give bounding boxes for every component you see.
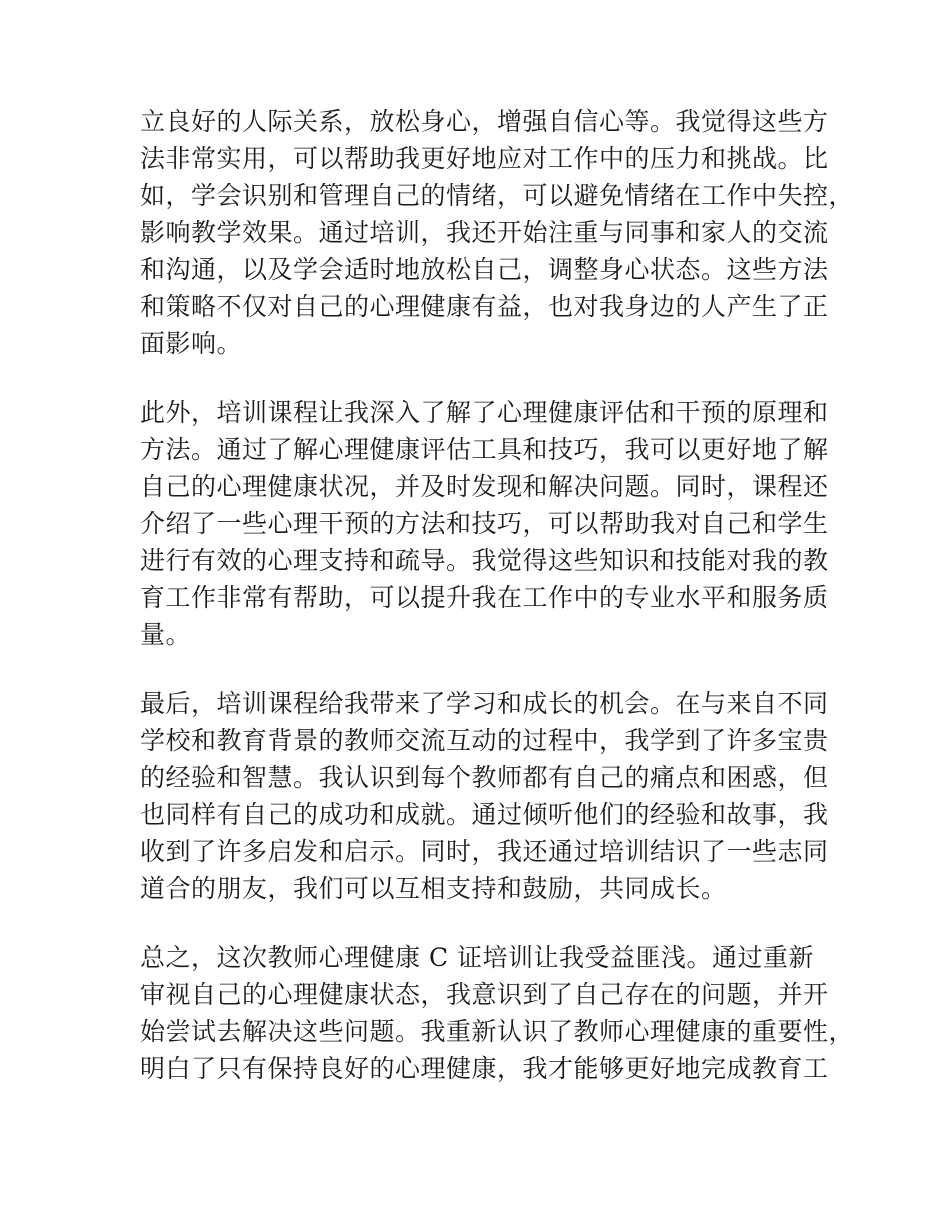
- text-line: 进行有效的心理支持和疏导。我觉得这些知识和技能对我的教: [140, 546, 829, 575]
- text-line: 收到了许多启发和启示。同时，我还通过培训结识了一些志同: [140, 837, 829, 866]
- text-line: 介绍了一些心理干预的方法和技巧，可以帮助我对自己和学生: [140, 509, 829, 538]
- text-line: 量。: [140, 620, 192, 649]
- text-line: 审视自己的心理健康状态，我意识到了自己存在的问题，并开: [140, 980, 829, 1009]
- document-body: [140, 103, 855, 1119]
- text-line: 的经验和智慧。我认识到每个教师都有自己的痛点和困惑，但: [140, 763, 829, 792]
- text-line: 自己的心理健康状况，并及时发现和解决问题。同时，课程还: [140, 472, 829, 501]
- text-line: 影响教学效果。通过培训，我还开始注重与同事和家人的交流: [140, 218, 829, 247]
- text-line: 面影响。: [140, 329, 243, 358]
- text-line: 道合的朋友，我们可以互相支持和鼓励，共同成长。: [140, 874, 727, 903]
- text-line: 此外，培训课程让我深入了解了心理健康评估和干预的原理和: [140, 398, 829, 427]
- paragraph-1: [140, 103, 855, 362]
- text-line: 育工作非常有帮助，可以提升我在工作中的专业水平和服务质: [140, 583, 829, 612]
- text-line: 立良好的人际关系，放松身心，增强自信心等。我觉得这些方: [140, 107, 829, 136]
- paragraph-3: [140, 685, 830, 907]
- text-line: 如，学会识别和管理自己的情绪，可以避免情绪在工作中失控，: [140, 181, 855, 210]
- text-line: 和沟通，以及学会适时地放松自己，调整身心状态。这些方法: [140, 255, 829, 284]
- paragraph-2: [140, 394, 830, 653]
- text-line: 和策略不仅对自己的心理健康有益，也对我身边的人产生了正: [140, 292, 829, 321]
- text-line: 明白了只有保持良好的心理健康，我才能够更好地完成教育工: [140, 1054, 829, 1083]
- text-line: 学校和教育背景的教师交流互动的过程中，我学到了许多宝贵: [140, 726, 829, 755]
- text-line: 也同样有自己的成功和成就。通过倾听他们的经验和故事，我: [140, 800, 829, 829]
- text-line: 总之，这次教师心理健康 C 证培训让我受益匪浅。通过重新: [140, 943, 815, 972]
- text-line: 始尝试去解决这些问题。我重新认识了教师心理健康的重要性，: [140, 1017, 855, 1046]
- paragraph-4: [140, 939, 855, 1087]
- text-line: 方法。通过了解心理健康评估工具和技巧，我可以更好地了解: [140, 435, 829, 464]
- text-line: 法非常实用，可以帮助我更好地应对工作中的压力和挑战。比: [140, 144, 829, 173]
- text-line: 最后，培训课程给我带来了学习和成长的机会。在与来自不同: [140, 689, 829, 718]
